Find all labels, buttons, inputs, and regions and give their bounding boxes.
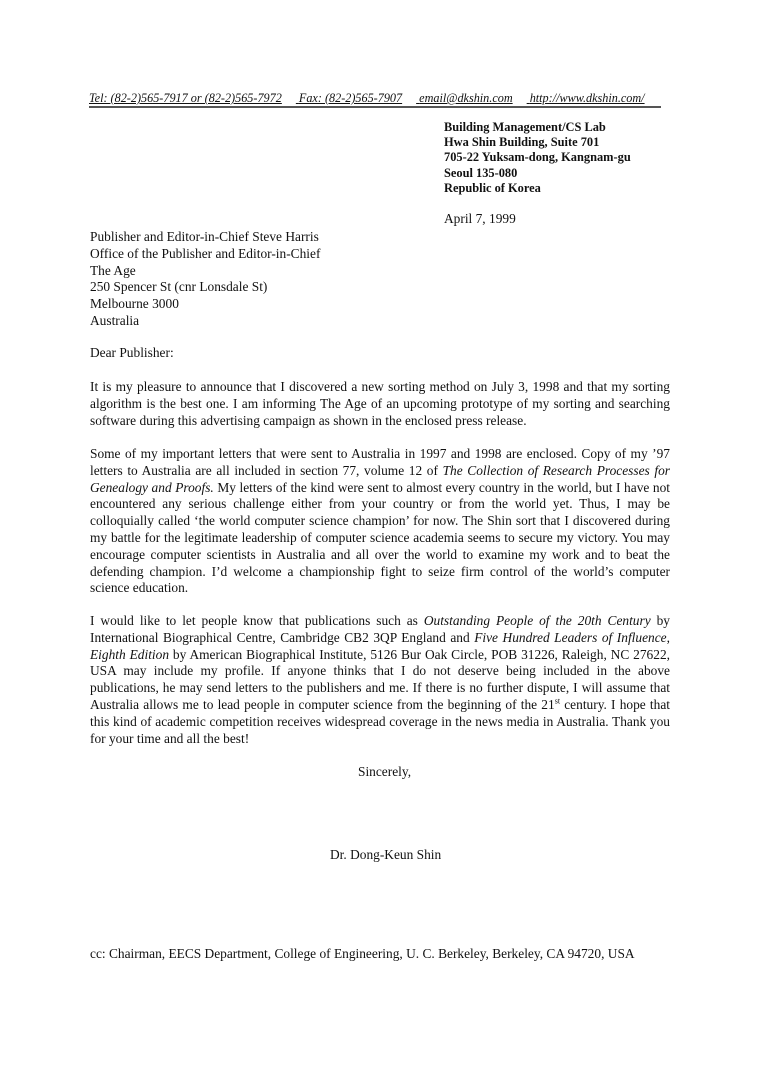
publication-title: Five Hundred Leaders of Influence [474, 629, 667, 645]
closing: Sincerely, [358, 764, 412, 779]
paragraph-text: My letters of the kind were sent to almost every country in the world, but I have not encountered any serious challenge either from your country or from the world yet. Thus, I may be colloquially called ‘the world computer science champion’ for now. The Shin sort that I discovered during my battle for the legitimate leadership of computer science academia seems to secure my victory. You may encourage computer scientists in Australia and all over the world to examine my work and to beat the defending champion. I’d welcome a championship fight to seize firm control of the world’s computer science education. [90, 479, 670, 596]
body-paragraph-1: It is my pleasure to announce that I discovered a new sorting method on July 3, 1998 and that my sorting algorithm is the best one. I am informing The Age of an upcoming prototype of my sorting and searching software during this advertising campaign as shown in the enclosed press release. [90, 379, 670, 428]
paragraph-text: , [666, 629, 670, 645]
publication-title: Outstanding People of the 20th Century [423, 613, 651, 628]
sender-address-line: Hwa Shin Building, Suite 701 [444, 135, 600, 150]
paragraph-text: by American Biographical Institute, 5126 Bur Oak Circle, POB 31226, Raleigh, NC 27622, USA may include my profile. If anyone thinks that I do not deserve being included in the above publications, he may send letters to the publishers and me. If there is no further dispute, I will assume that Australia allows me to lead people in computer science from the beginning of the 21 [90, 646, 670, 712]
sender-address-line: Republic of Korea [444, 180, 541, 195]
recipient-address-line: Melbourne 3000 [90, 296, 179, 312]
recipient-address-line: 250 Spencer St (cnr Lonsdale St) [90, 279, 268, 295]
letter-date: April 7, 1999 [444, 211, 516, 226]
ordinal-suffix: st [554, 696, 561, 706]
sender-address-line: Building Management/CS Lab [444, 120, 606, 134]
publication-edition: Eighth Edition [90, 646, 170, 662]
recipient-address-line: Australia [90, 312, 140, 328]
letterhead-contact-line [89, 90, 661, 108]
paragraph-text: century. I hope that this kind of academic competition receives widespread coverage in the news media in Australia. Thank you for your time and all the best! [90, 696, 670, 746]
recipient-address-line: Publisher and Editor-in-Chief Steve Harris [90, 229, 319, 244]
salutation: Dear Publisher: [90, 345, 174, 360]
fax-number: Fax: (82-2)565-7907 [298, 91, 403, 105]
body-paragraph-2 [90, 446, 670, 597]
body-paragraph-3 [90, 613, 670, 747]
book-title: The Collection of Research Processes for Genealogy and Proofs. [90, 462, 670, 495]
cc-line: cc: Chairman, EECS Department, College of Engineering, U. C. Berkeley, Berkeley, CA 94720, USA [90, 946, 635, 961]
paragraph-text: by International Biographical Centre, Cambridge CB2 3QP England and [90, 613, 670, 645]
paragraph-text: I would like to let people know that publications such as [90, 613, 424, 628]
email-link[interactable]: email@dkshin.com [419, 91, 513, 105]
website-link[interactable]: http://www.dkshin.com/ [529, 91, 645, 105]
sender-address-line: 705-22 Yuksam-dong, Kangnam-gu [444, 150, 631, 165]
sender-address [444, 120, 631, 196]
recipient-address-line: The Age [90, 262, 136, 278]
paragraph-text: Some of my important letters that were sent to Australia in 1997 and 1998 are enclosed. Copy of my ’97 letters to Australia are all included in section 77, volume 12 of [90, 446, 670, 478]
telephone-numbers: Tel: (82-2)565-7917 or (82-2)565-7972 [89, 91, 282, 105]
recipient-address [90, 229, 320, 330]
recipient-address-line: Office of the Publisher and Editor-in-Chief [90, 245, 321, 261]
sender-address-line: Seoul 135-080 [444, 165, 518, 180]
signature-name: Dr. Dong-Keun Shin [330, 847, 442, 862]
